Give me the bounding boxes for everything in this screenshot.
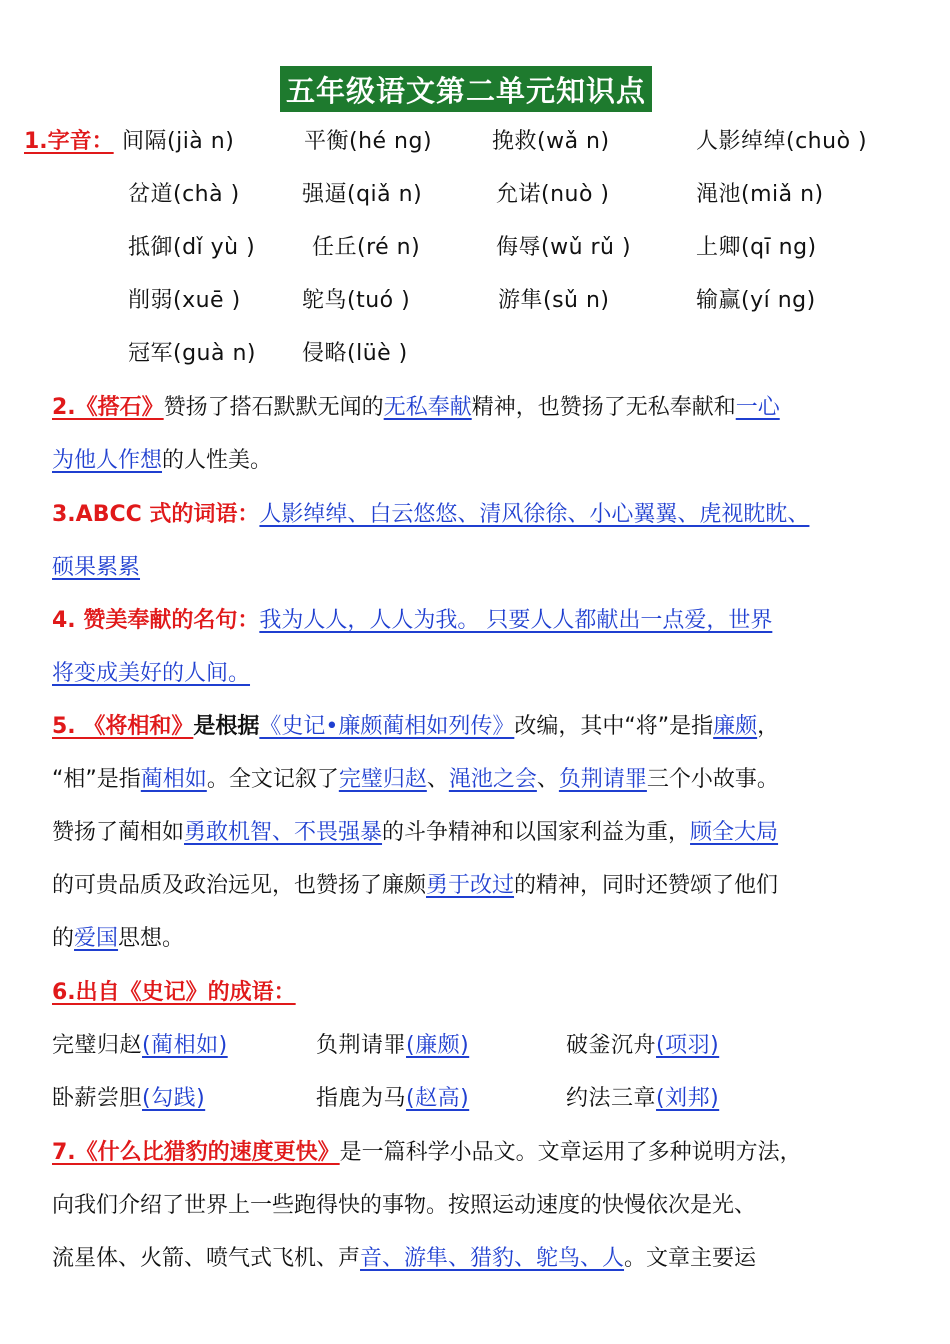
highlight: 负荆请罪 xyxy=(558,767,647,792)
section-4-label: 4. 赞美奉献的名句： xyxy=(52,608,260,633)
text: 。文章主要运 xyxy=(624,1246,757,1271)
section-5-line-3 xyxy=(52,818,778,848)
pron-item: 鸵鸟(tuó ) xyxy=(302,288,411,313)
idiom-word: 破釜沉舟 xyxy=(566,1033,657,1058)
section-2-label: 2.《搭石》 xyxy=(52,395,164,420)
pron-item: 输赢(yí ng) xyxy=(696,288,816,313)
pron-item: 平衡(hé ng) xyxy=(304,129,433,154)
pron-item: 游隼(sǔ n) xyxy=(498,288,610,313)
text: 赞扬了搭石默默无闻的 xyxy=(163,395,384,420)
pron-item: 削弱(xuē ) xyxy=(128,288,241,313)
text: 改编，其中“将”是指 xyxy=(514,714,714,739)
pron-item: 挽救(wǎ n) xyxy=(492,129,610,154)
text: 是根据 xyxy=(193,714,260,739)
pron-item: 渑池(miǎ n) xyxy=(696,182,824,207)
idiom-word: 指鹿为马 xyxy=(316,1086,407,1111)
page-title: 五年级语文第二单元知识点 xyxy=(280,66,652,112)
pron-item: 侵略(lüè ) xyxy=(302,341,408,366)
pron-item: 上卿(qī ng) xyxy=(696,235,817,260)
idiom-item xyxy=(316,1084,469,1114)
highlight: 人影绰绰、白云悠悠、清风徐徐、小心翼翼、虎视眈眈、 xyxy=(259,502,810,527)
pron-item: 允诺(nuò ) xyxy=(496,182,610,207)
idiom-item xyxy=(52,1031,228,1061)
idiom-word: 约法三章 xyxy=(566,1086,657,1111)
idiom-word: 负荆请罪 xyxy=(316,1033,407,1058)
pron-item: 冠军(guà n) xyxy=(128,341,256,366)
section-6-label: 6.出自《史记》的成语： xyxy=(52,980,296,1005)
text: 精神，也赞扬了无私奉献和 xyxy=(471,395,736,420)
text: 思想。 xyxy=(118,926,185,951)
highlight: 渑池之会 xyxy=(448,767,537,792)
section-3-label: 3.ABCC 式的词语： xyxy=(52,502,260,527)
highlight: 廉颇 xyxy=(713,714,758,739)
text: 赞扬了蔺相如 xyxy=(52,820,185,845)
highlight: 将变成美好的人间。 xyxy=(52,661,251,686)
highlight: 顾全大局 xyxy=(690,820,779,845)
pron-item: 人影绰绰(chuò ) xyxy=(696,129,868,154)
section-2-line-2 xyxy=(52,446,272,476)
text: 是一篇科学小品文。文章运用了多种说明方法， xyxy=(339,1140,802,1165)
pron-item: 强逼(qiǎ n) xyxy=(302,182,423,207)
section-7-line-2 xyxy=(52,1191,756,1221)
section-7-line-1 xyxy=(52,1138,802,1168)
highlight: 《史记•廉颇蔺相如列传》 xyxy=(259,714,515,739)
section-5-line-1 xyxy=(52,712,779,742)
section-6-line-1 xyxy=(52,978,296,1008)
text: 三个小故事。 xyxy=(646,767,779,792)
idiom-person: (项羽) xyxy=(656,1033,720,1058)
idiom-item xyxy=(566,1084,719,1114)
text: 的 xyxy=(52,926,75,951)
section-4-line-2 xyxy=(52,659,250,689)
highlight: 我为人人，人人为我。 只要人人都献出一点爱，世界 xyxy=(259,608,773,633)
text: “相”是指 xyxy=(52,767,141,792)
text: 、 xyxy=(536,767,559,792)
highlight: 爱国 xyxy=(74,926,119,951)
text: ， xyxy=(757,714,780,739)
highlight: 完璧归赵 xyxy=(338,767,427,792)
text: 的可贵品质及政治远见，也赞扬了廉颇 xyxy=(52,873,427,898)
text: 的人性美。 xyxy=(162,448,273,473)
section-3-line-2 xyxy=(52,553,140,583)
highlight: 一心 xyxy=(735,395,780,420)
section-7-label: 7.《什么比猎豹的速度更快》 xyxy=(52,1140,340,1165)
text: 的精神，同时还赞颂了他们 xyxy=(514,873,779,898)
text: 流星体、火箭、喷气式飞机、声 xyxy=(52,1246,361,1271)
idiom-person: (赵高) xyxy=(406,1086,470,1111)
text: 、 xyxy=(426,767,449,792)
highlight: 硕果累累 xyxy=(52,555,141,580)
section-5-label: 5. 《将相和》 xyxy=(52,714,194,739)
text: 向我们介绍了世界上一些跑得快的事物。按照运动速度的快慢依次是光、 xyxy=(52,1193,757,1218)
idiom-item xyxy=(316,1031,469,1061)
idiom-person: (刘邦) xyxy=(656,1086,720,1111)
pron-item: 间隔(jià n) xyxy=(122,129,235,154)
highlight: 音、游隼、猎豹、鸵鸟、人 xyxy=(360,1246,625,1271)
pron-item: 岔道(chà ) xyxy=(128,182,240,207)
idiom-word: 完璧归赵 xyxy=(52,1033,143,1058)
section-5-line-5 xyxy=(52,924,184,954)
section-7-line-3 xyxy=(52,1244,756,1274)
pron-item: 抵御(dǐ yù ) xyxy=(128,235,256,260)
idiom-word: 卧薪尝胆 xyxy=(52,1086,143,1111)
highlight: 勇敢机智、不畏强暴 xyxy=(184,820,383,845)
text: 的斗争精神和以国家利益为重， xyxy=(382,820,691,845)
section-3-line-1 xyxy=(52,500,809,530)
section-2-line-1 xyxy=(52,393,780,423)
highlight: 蔺相如 xyxy=(140,767,207,792)
section-5-line-4 xyxy=(52,871,778,901)
idiom-item xyxy=(566,1031,719,1061)
section-4-line-1 xyxy=(52,606,772,636)
highlight: 勇于改过 xyxy=(426,873,515,898)
idiom-person: (廉颇) xyxy=(406,1033,470,1058)
idiom-person: (勾践) xyxy=(142,1086,206,1111)
pron-item: 任丘(ré n) xyxy=(312,235,421,260)
pron-item: 侮辱(wǔ rǔ ) xyxy=(496,235,632,260)
section-5-line-2 xyxy=(52,765,779,795)
idiom-person: (蔺相如) xyxy=(142,1033,228,1058)
text: 。全文记叙了 xyxy=(206,767,339,792)
highlight: 无私奉献 xyxy=(383,395,472,420)
section-1-label: 1.字音： xyxy=(24,129,114,154)
highlight: 为他人作想 xyxy=(52,448,163,473)
idiom-item xyxy=(52,1084,205,1114)
